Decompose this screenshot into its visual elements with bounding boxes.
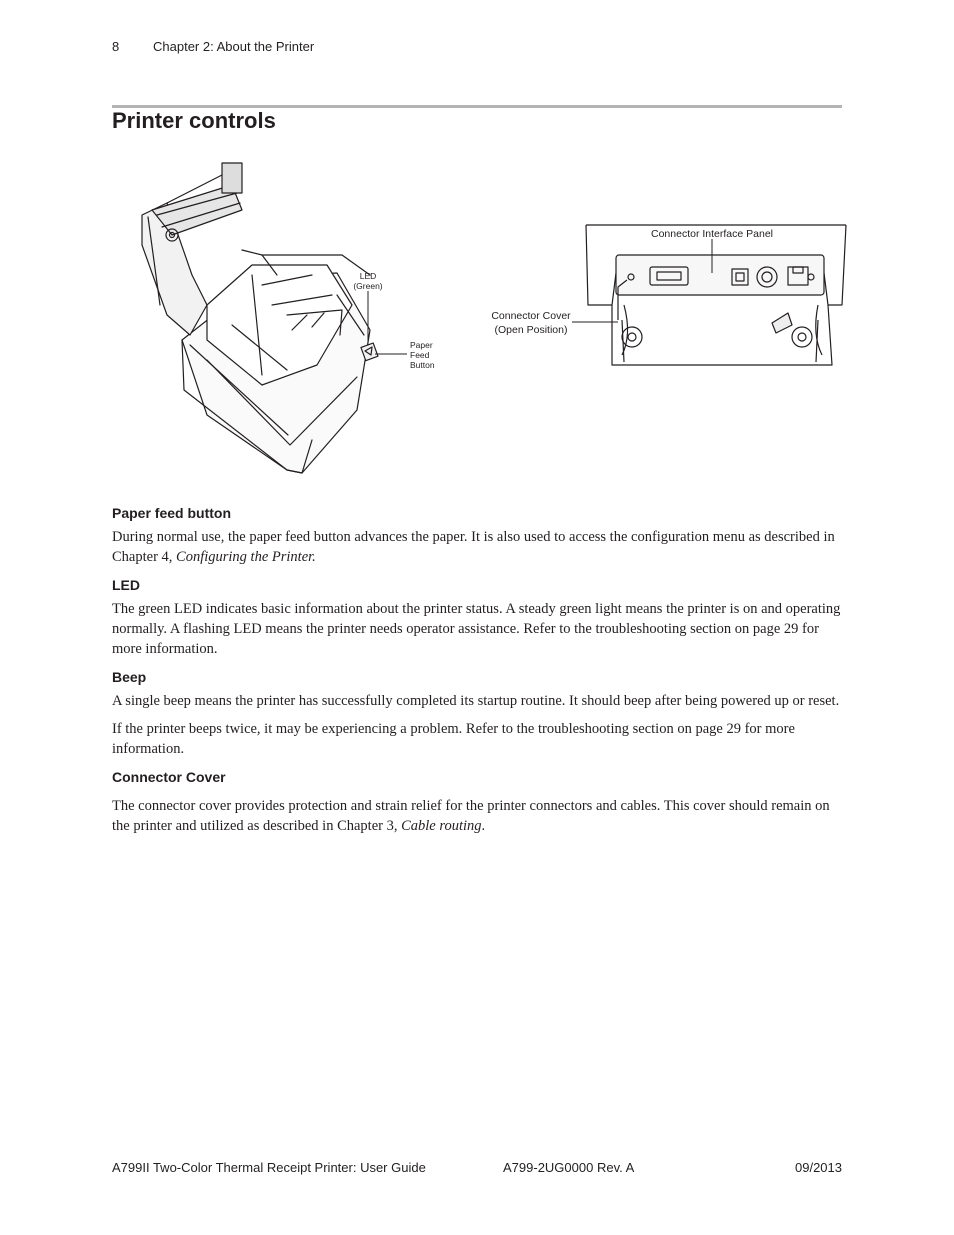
label-paper-feed-1: Paper xyxy=(410,340,433,350)
heading-led: LED xyxy=(112,577,140,593)
heading-paper-feed-button: Paper feed button xyxy=(112,505,232,521)
heading-connector-cover: Connector Cover xyxy=(112,769,226,785)
heading-beep: Beep xyxy=(112,669,147,685)
ref-cable-routing: Cable routing xyxy=(401,818,482,834)
label-connector-panel: Connector Interface Panel xyxy=(651,228,773,240)
label-paper-feed-3: Button xyxy=(410,360,435,370)
footer-doc-number: A799-2UG0000 Rev. A xyxy=(503,1160,635,1175)
label-led-green: (Green) xyxy=(353,281,383,291)
footer-guide-title: A799II Two-Color Thermal Receipt Printer: User Guide xyxy=(112,1160,426,1175)
paragraph-beep-1: A single beep means the printer has successfully completed its startup routine. It should beep after being powered up or reset. xyxy=(112,693,840,709)
chapter-title: Chapter 2: About the Printer xyxy=(153,39,315,54)
paragraph-paper-feed-button: During normal use, the paper feed button advances the paper. It is also used to access the configuration menu as described in Chapter 4, Configuring the Printer. xyxy=(112,529,835,565)
label-connector-cover-1: Connector Cover xyxy=(491,310,571,322)
page-number: 8 xyxy=(112,39,120,54)
section-title: Printer controls xyxy=(112,108,276,133)
paragraph-led: The green LED indicates basic information about the printer status. A steady green light means the printer is on and operating normally. A flashing LED means the printer needs operator assistance. Refer to the troubleshooting section on page 29 for more information. xyxy=(112,601,841,657)
printer-illustration xyxy=(112,155,852,485)
footer-date: 09/2013 xyxy=(795,1160,842,1175)
label-led: LED xyxy=(359,271,377,281)
paragraph-connector-cover: The connector cover provides protection and strain relief for the printer connectors and cables. This cover should remain on the printer and utilized as described in Chapter 3, Cable routing. xyxy=(112,798,830,834)
ref-configuring-printer: Configuring the Printer. xyxy=(176,549,316,565)
label-paper-feed-2: Feed xyxy=(410,350,430,360)
printer-controls-figure xyxy=(112,155,852,485)
page-content xyxy=(112,503,842,836)
label-connector-cover-2: (Open Position) xyxy=(494,324,568,336)
paragraph-beep-2: If the printer beeps twice, it may be experiencing a problem. Refer to the troubleshooting section on page 29 for more information. xyxy=(112,721,795,757)
